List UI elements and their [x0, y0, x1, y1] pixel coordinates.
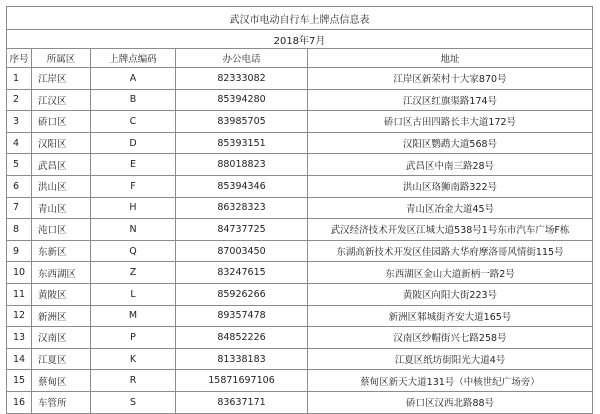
cell-code: E — [91, 154, 176, 176]
cell-index: 15 — [7, 370, 32, 392]
cell-phone: 88018823 — [176, 154, 308, 176]
cell-code: M — [91, 305, 176, 327]
header-index: 序号 — [7, 49, 32, 68]
cell-district: 东新区 — [32, 240, 91, 262]
cell-district: 汉南区 — [32, 327, 91, 349]
cell-index: 1 — [7, 68, 32, 90]
cell-index: 12 — [7, 305, 32, 327]
cell-district: 青山区 — [32, 197, 91, 219]
cell-code: A — [91, 68, 176, 90]
header-code: 上牌点编码 — [91, 49, 176, 68]
cell-phone: 15871697106 — [176, 370, 308, 392]
cell-address: 硚口区汉西北路88号 — [308, 391, 593, 413]
cell-phone: 83247615 — [176, 262, 308, 284]
table-row — [7, 370, 593, 392]
cell-index: 6 — [7, 175, 32, 197]
table-row — [7, 391, 593, 413]
cell-district: 汉阳区 — [32, 132, 91, 154]
cell-district: 洪山区 — [32, 175, 91, 197]
cell-address: 江岸区新荣村十大家870号 — [308, 68, 593, 90]
header-address: 地址 — [308, 49, 593, 68]
cell-index: 4 — [7, 132, 32, 154]
cell-code: R — [91, 370, 176, 392]
table-row — [7, 219, 593, 241]
cell-code: C — [91, 111, 176, 133]
cell-address: 蔡甸区新天大道131号（中核世纪广场旁） — [308, 370, 593, 392]
table-row — [7, 283, 593, 305]
table-container — [6, 6, 592, 414]
cell-index: 11 — [7, 283, 32, 305]
cell-address: 江夏区纸坊街阳光大道4号 — [308, 348, 593, 370]
cell-code: N — [91, 219, 176, 241]
header-district: 所属区 — [32, 49, 91, 68]
cell-index: 3 — [7, 111, 32, 133]
cell-code: B — [91, 89, 176, 111]
cell-code: L — [91, 283, 176, 305]
cell-code: D — [91, 132, 176, 154]
table-row — [7, 348, 593, 370]
cell-phone: 84852226 — [176, 327, 308, 349]
table-row — [7, 154, 593, 176]
table-body — [7, 68, 593, 414]
cell-code: P — [91, 327, 176, 349]
cell-district: 江夏区 — [32, 348, 91, 370]
table-row — [7, 197, 593, 219]
cell-index: 7 — [7, 197, 32, 219]
cell-address: 武汉经济技术开发区江城大道538号1号东市汽车广场F栋 — [308, 219, 593, 241]
cell-district: 江岸区 — [32, 68, 91, 90]
table-row — [7, 305, 593, 327]
cell-address: 硚口区古田四路长丰大道172号 — [308, 111, 593, 133]
cell-index: 10 — [7, 262, 32, 284]
table-row — [7, 262, 593, 284]
cell-district: 蔡甸区 — [32, 370, 91, 392]
cell-code: S — [91, 391, 176, 413]
registration-points-table — [6, 6, 593, 414]
table-row — [7, 89, 593, 111]
cell-phone: 82333082 — [176, 68, 308, 90]
cell-phone: 81338183 — [176, 348, 308, 370]
cell-district: 新洲区 — [32, 305, 91, 327]
table-row — [7, 175, 593, 197]
header-phone: 办公电话 — [176, 49, 308, 68]
cell-address: 汉南区纱帽街兴七路258号 — [308, 327, 593, 349]
table-date: 2018年7月 — [7, 30, 593, 49]
cell-address: 江汉区红旗渠路174号 — [308, 89, 593, 111]
table-row — [7, 111, 593, 133]
title-row — [7, 7, 593, 30]
cell-address: 武昌区中南三路28号 — [308, 154, 593, 176]
table-row — [7, 327, 593, 349]
cell-phone: 86328323 — [176, 197, 308, 219]
cell-phone: 85394346 — [176, 175, 308, 197]
cell-address: 洪山区珞狮南路322号 — [308, 175, 593, 197]
cell-district: 江汉区 — [32, 89, 91, 111]
cell-index: 13 — [7, 327, 32, 349]
cell-address: 东西湖区金山大道新柄一路2号 — [308, 262, 593, 284]
cell-phone: 83985705 — [176, 111, 308, 133]
cell-address: 新洲区邾城街齐安大道165号 — [308, 305, 593, 327]
cell-address: 汉阳区鹦鹉大道568号 — [308, 132, 593, 154]
cell-index: 5 — [7, 154, 32, 176]
cell-index: 16 — [7, 391, 32, 413]
cell-address: 青山区冶金大道45号 — [308, 197, 593, 219]
cell-phone: 89357478 — [176, 305, 308, 327]
table-row — [7, 68, 593, 90]
cell-index: 9 — [7, 240, 32, 262]
cell-phone: 85393151 — [176, 132, 308, 154]
date-row — [7, 30, 593, 49]
cell-phone: 84737725 — [176, 219, 308, 241]
cell-code: Q — [91, 240, 176, 262]
cell-district: 武昌区 — [32, 154, 91, 176]
cell-index: 8 — [7, 219, 32, 241]
cell-code: H — [91, 197, 176, 219]
cell-district: 沌口区 — [32, 219, 91, 241]
cell-code: F — [91, 175, 176, 197]
cell-district: 东西湖区 — [32, 262, 91, 284]
table-row — [7, 132, 593, 154]
header-row — [7, 49, 593, 68]
cell-phone: 85926266 — [176, 283, 308, 305]
cell-district: 硚口区 — [32, 111, 91, 133]
cell-district: 黄陂区 — [32, 283, 91, 305]
table-row — [7, 240, 593, 262]
cell-code: Z — [91, 262, 176, 284]
cell-phone: 87003450 — [176, 240, 308, 262]
cell-index: 14 — [7, 348, 32, 370]
cell-district: 车管所 — [32, 391, 91, 413]
cell-phone: 85394280 — [176, 89, 308, 111]
cell-address: 东湖高新技术开发区佳园路大华府摩洛哥风情街115号 — [308, 240, 593, 262]
cell-code: K — [91, 348, 176, 370]
table-title: 武汉市电动自行车上牌点信息表 — [7, 7, 593, 30]
cell-phone: 83637171 — [176, 391, 308, 413]
cell-address: 黄陂区向阳大街223号 — [308, 283, 593, 305]
cell-index: 2 — [7, 89, 32, 111]
